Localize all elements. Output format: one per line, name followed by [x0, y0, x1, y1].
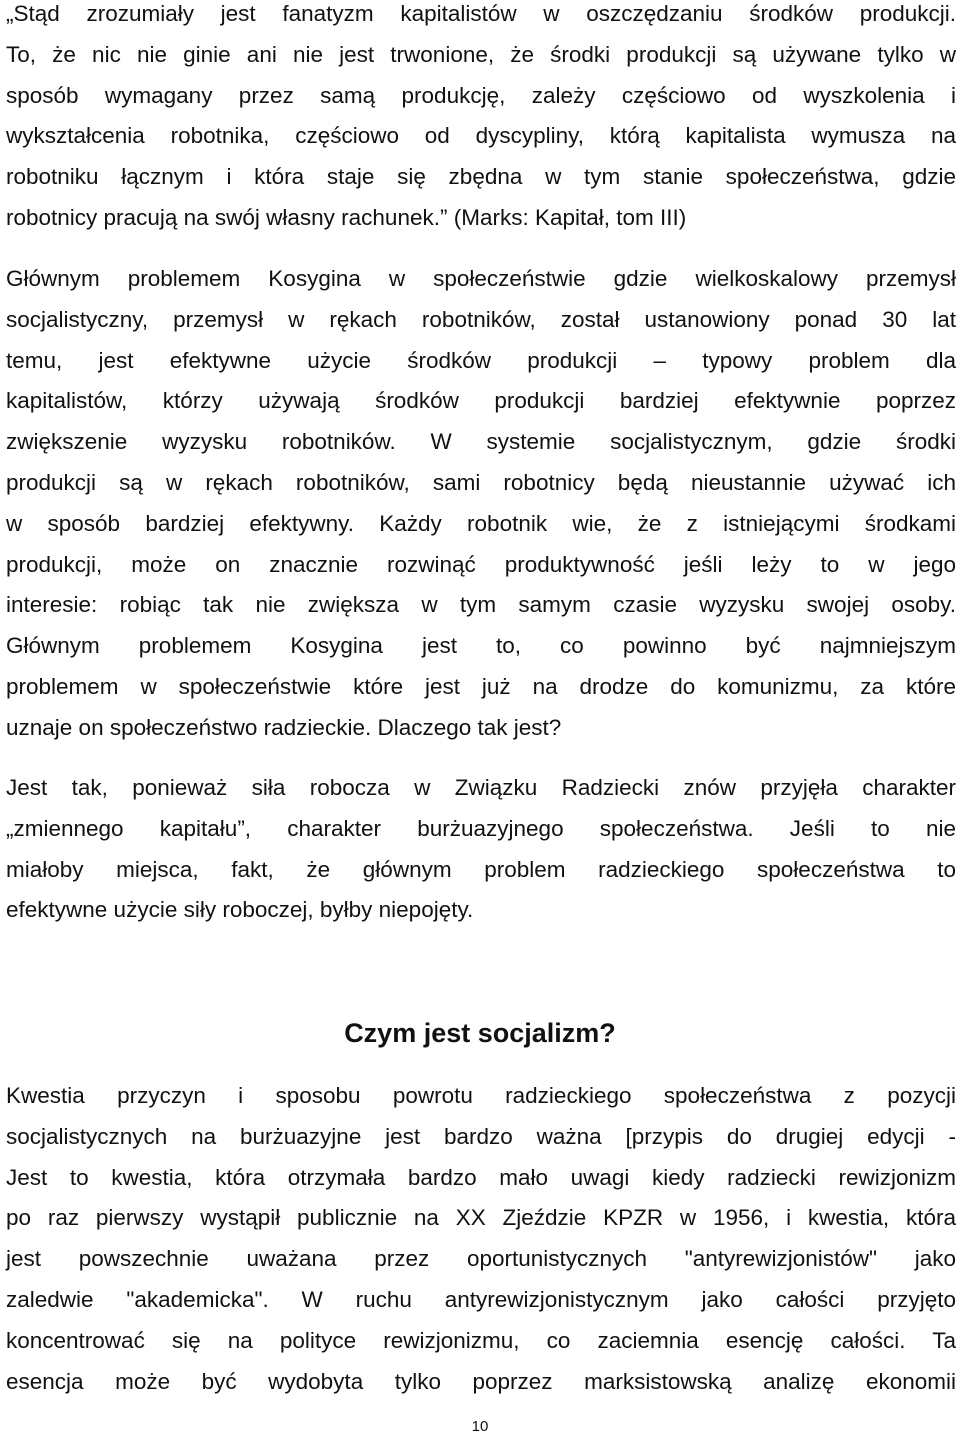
text-line: Jest to kwestia, która otrzymała bardzo mało uwagi kiedy radziecki rewizjonizm [6, 1164, 956, 1190]
text-line: socjalistycznych na burżuazyjne jest bardzo ważna [przypis do drugiej edycji - [6, 1123, 956, 1149]
paragraph-what-is-socialism [6, 1076, 956, 1402]
text-line: robotniku łącznym i która staje się zbędna w tym stanie społeczeństwa, gdzie [6, 164, 956, 190]
section-heading: Czym jest socjalizm? [344, 1018, 616, 1048]
paragraph-kosygin-problem [6, 259, 956, 749]
text-line: kapitalistów, którzy używają środków produkcji bardziej efektywnie poprzez [6, 388, 956, 414]
text-line: Kwestia przyczyn i sposobu powrotu radzieckiego społeczeństwa z pozycji [6, 1083, 956, 1108]
text-line: Głównym problemem Kosygina jest to, co powinno być najmniejszym [6, 633, 956, 659]
text-line: w sposób bardziej efektywny. Każdy robotnik wie, że z istniejącymi środkami [6, 510, 956, 536]
text-line: produkcji, może on znacznie rozwinąć produktywność jeśli leży to w jego [6, 551, 956, 577]
text-line: produkcji są w rękach robotników, sami robotnicy będą nieustannie używać ich [6, 469, 956, 495]
text-line: interesie: robiąc tak nie zwiększa w tym samym czasie wyzysku swojej osoby. [6, 592, 956, 618]
text-line: „Stąd zrozumiały jest fanatyzm kapitalistów w oszczędzaniu środków produkcji. [6, 1, 956, 26]
text-line: efektywne użycie siły roboczej, byłby niepojęty. [6, 897, 474, 923]
text-line: wykształcenia robotnika, częściowo od dyscypliny, którą kapitalista wymusza na [6, 123, 956, 149]
text-line: robotnicy pracują na swój własny rachunek.” (Marks: Kapitał, tom III) [6, 204, 687, 230]
page-number: 10 [471, 1418, 489, 1435]
text-line: po raz pierwszy wystąpił publicznie na XX Zjeździe KPZR w 1956, i kwestia, która [6, 1205, 956, 1231]
marx-quote-paragraph [6, 0, 956, 239]
text-line: „zmiennego kapitału”, charakter burżuazyjnego społeczeństwa. Jeśli to nie [6, 815, 956, 841]
text-line: sposób wymagany przez samą produkcję, zależy częściowo od wyszkolenia i [6, 82, 956, 108]
paragraph-variable-capital [6, 768, 956, 931]
text-line: jest powszechnie uważana przez oportunistycznych "antyrewizjonistów" jako [6, 1246, 956, 1272]
text-line: To, że nic nie ginie ani nie jest trwonione, że środki produkcji są używane tylko w [6, 41, 956, 67]
text-line: Głównym problemem Kosygina w społeczeństwie gdzie wielkoskalowy przemysł [6, 266, 956, 291]
text-line: Jest tak, ponieważ siła robocza w Związku Radziecki znów przyjęła charakter [6, 775, 956, 800]
text-line: esencja może być wydobyta tylko poprzez marksistowską analizę ekonomii [6, 1368, 956, 1394]
text-line: socjalistyczny, przemysł w rękach robotników, został ustanowiony ponad 30 lat [6, 306, 956, 332]
text-line: zaledwie "akademicka". W ruchu antyrewizjonistycznym jako całości przyjęto [6, 1286, 956, 1312]
text-line: temu, jest efektywne użycie środków produkcji – typowy problem dla [6, 347, 956, 373]
text-line: problemem w społeczeństwie które jest już na drodze do komunizmu, za które [6, 673, 956, 699]
text-line: uznaje on społeczeństwo radzieckie. Dlaczego tak jest? [6, 714, 562, 740]
text-line: miałoby miejsca, fakt, że głównym problem radzieckiego społeczeństwa to [6, 856, 956, 882]
text-line: zwiększenie wyzysku robotników. W systemie socjalistycznym, gdzie środki [6, 429, 956, 455]
text-line: koncentrować się na polityce rewizjonizmu, co zaciemnia esencję całości. Ta [6, 1327, 956, 1353]
